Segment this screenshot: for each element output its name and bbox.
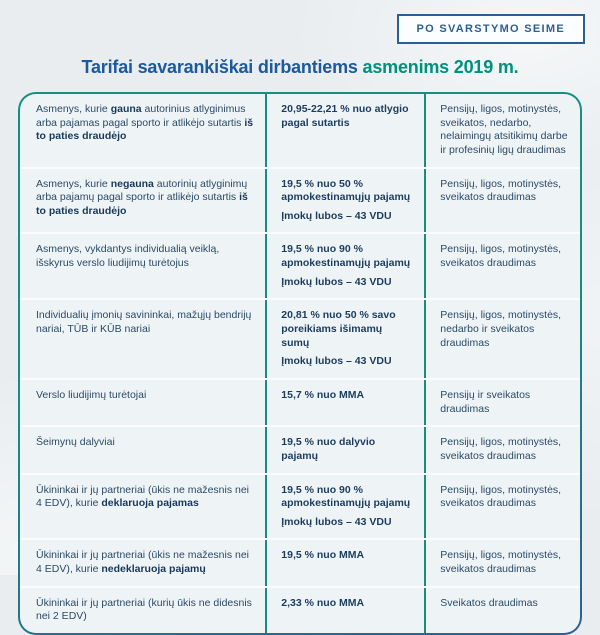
cell-insured-group: Individualių įmonių savininkai, mažųjų bendrijų nariai, TŪB ir KŪB nariai — [36, 309, 252, 336]
tariff-rate-text: 20,95-22,21 % nuo atlygio pagal sutartis — [281, 103, 409, 129]
cell-insurance-coverage: Pensijų, ligos, motinystės, sveikatos, nedarbo, nelaimingų atsitikimų darbe ir profesinių ligų draudimas — [424, 94, 580, 167]
table-row — [20, 378, 580, 425]
contribution-cap-text: Įmokų lubos – 43 VDU — [281, 275, 392, 288]
cell-insurance-coverage: Pensijų, ligos, motinystės, sveikatos draudimas — [424, 234, 580, 298]
cell-insurance-coverage: Pensijų, ligos, motinystės, sveikatos draudimas — [424, 540, 580, 585]
cell-tariff-rate — [265, 540, 424, 585]
cell-insurance-coverage: Sveikatos draudimas — [424, 588, 580, 633]
cell-insurance-coverage: Pensijų, ligos, motinystės, sveikatos draudimas — [424, 427, 580, 472]
table-row — [20, 425, 580, 472]
cell-insurance-coverage: Pensijų, ligos, motinystės, sveikatos draudimas — [424, 475, 580, 539]
table-row — [20, 232, 580, 298]
page-title-blue-part: Tarifai savarankiškai dirbantiems — [81, 57, 363, 77]
tariff-rate-text: 15,7 % nuo MMA — [281, 388, 365, 401]
tariff-rate-text: 19,5 % nuo 50 % apmokestinamųjų pajamų — [281, 177, 411, 204]
tariff-rate-text: 19,5 % nuo dalyvio pajamų — [281, 436, 376, 462]
cell-insured-group: Ūkininkai ir jų partneriai (kurių ūkis ne didesnis nei 2 EDV) — [36, 596, 252, 623]
status-badge: PO SVARSTYMO SEIME — [397, 14, 586, 44]
page-title — [0, 57, 600, 78]
cell-tariff-rate — [265, 300, 424, 378]
cell-insured-group: Šeimynų dalyviai — [36, 436, 115, 449]
cell-insured-group: Asmenys, kurie gauna autorinius atlyginimus arba pajamas pagal sporto ir atlikėjo sutartis iš to paties draudėjo — [36, 103, 254, 143]
contribution-cap-text: Įmokų lubos – 43 VDU — [281, 515, 392, 528]
cell-insured-group: Verslo liudijimų turėtojai — [36, 388, 147, 401]
cell-tariff-rate — [265, 427, 424, 472]
cell-insured-group: Ūkininkai ir jų partneriai (ūkis ne mažesnis nei 4 EDV), kurie nedeklaruoja pajamų — [36, 549, 250, 576]
table-row — [20, 473, 580, 539]
tariff-rate-text: 2,33 % nuo MMA — [281, 596, 365, 609]
tariff-table-frame — [18, 92, 582, 635]
cell-tariff-rate — [265, 588, 424, 633]
cell-insured-group: Asmenys, vykdantys individualią veiklą, išskyrus verslo liudijimų turėtojus — [36, 243, 220, 270]
tariff-rate-text: 20,81 % nuo 50 % savo poreikiams išimamų sumų — [281, 309, 396, 349]
cell-insurance-coverage: Pensijų ir sveikatos draudimas — [424, 380, 580, 425]
tariff-rate-text: 19,5 % nuo MMA — [281, 549, 365, 562]
table-row — [20, 298, 580, 378]
cell-tariff-rate — [265, 169, 424, 233]
cell-tariff-rate — [265, 234, 424, 298]
contribution-cap-text: Įmokų lubos – 43 VDU — [281, 355, 392, 368]
table-row — [20, 586, 580, 633]
cell-insurance-coverage: Pensijų, ligos, motinystės, sveikatos draudimas — [424, 169, 580, 233]
table-row — [20, 538, 580, 585]
cell-insurance-coverage: Pensijų, ligos, motinystės, nedarbo ir sveikatos draudimas — [424, 300, 580, 378]
tariff-rate-text: 19,5 % nuo 90 % apmokestinamųjų pajamų — [281, 483, 411, 510]
cell-insured-group: Ūkininkai ir jų partneriai (ūkis ne mažesnis nei 4 EDV), kurie deklaruoja pajamas — [36, 483, 250, 510]
cell-tariff-rate — [265, 94, 424, 167]
cell-insured-group: Asmenys, kurie negauna autorinių atlyginimų arba pajamų pagal sporto ir atlikėjo sutartis iš to paties draudėjo — [36, 177, 248, 217]
cell-tariff-rate — [265, 475, 424, 539]
tariff-rate-text: 19,5 % nuo 90 % apmokestinamųjų pajamų — [281, 243, 411, 270]
cell-tariff-rate — [265, 380, 424, 425]
tariff-table — [20, 94, 580, 633]
contribution-cap-text: Įmokų lubos – 43 VDU — [281, 209, 392, 222]
table-row — [20, 167, 580, 233]
page-title-green-part: asmenims 2019 m. — [362, 57, 519, 77]
table-row — [20, 94, 580, 167]
